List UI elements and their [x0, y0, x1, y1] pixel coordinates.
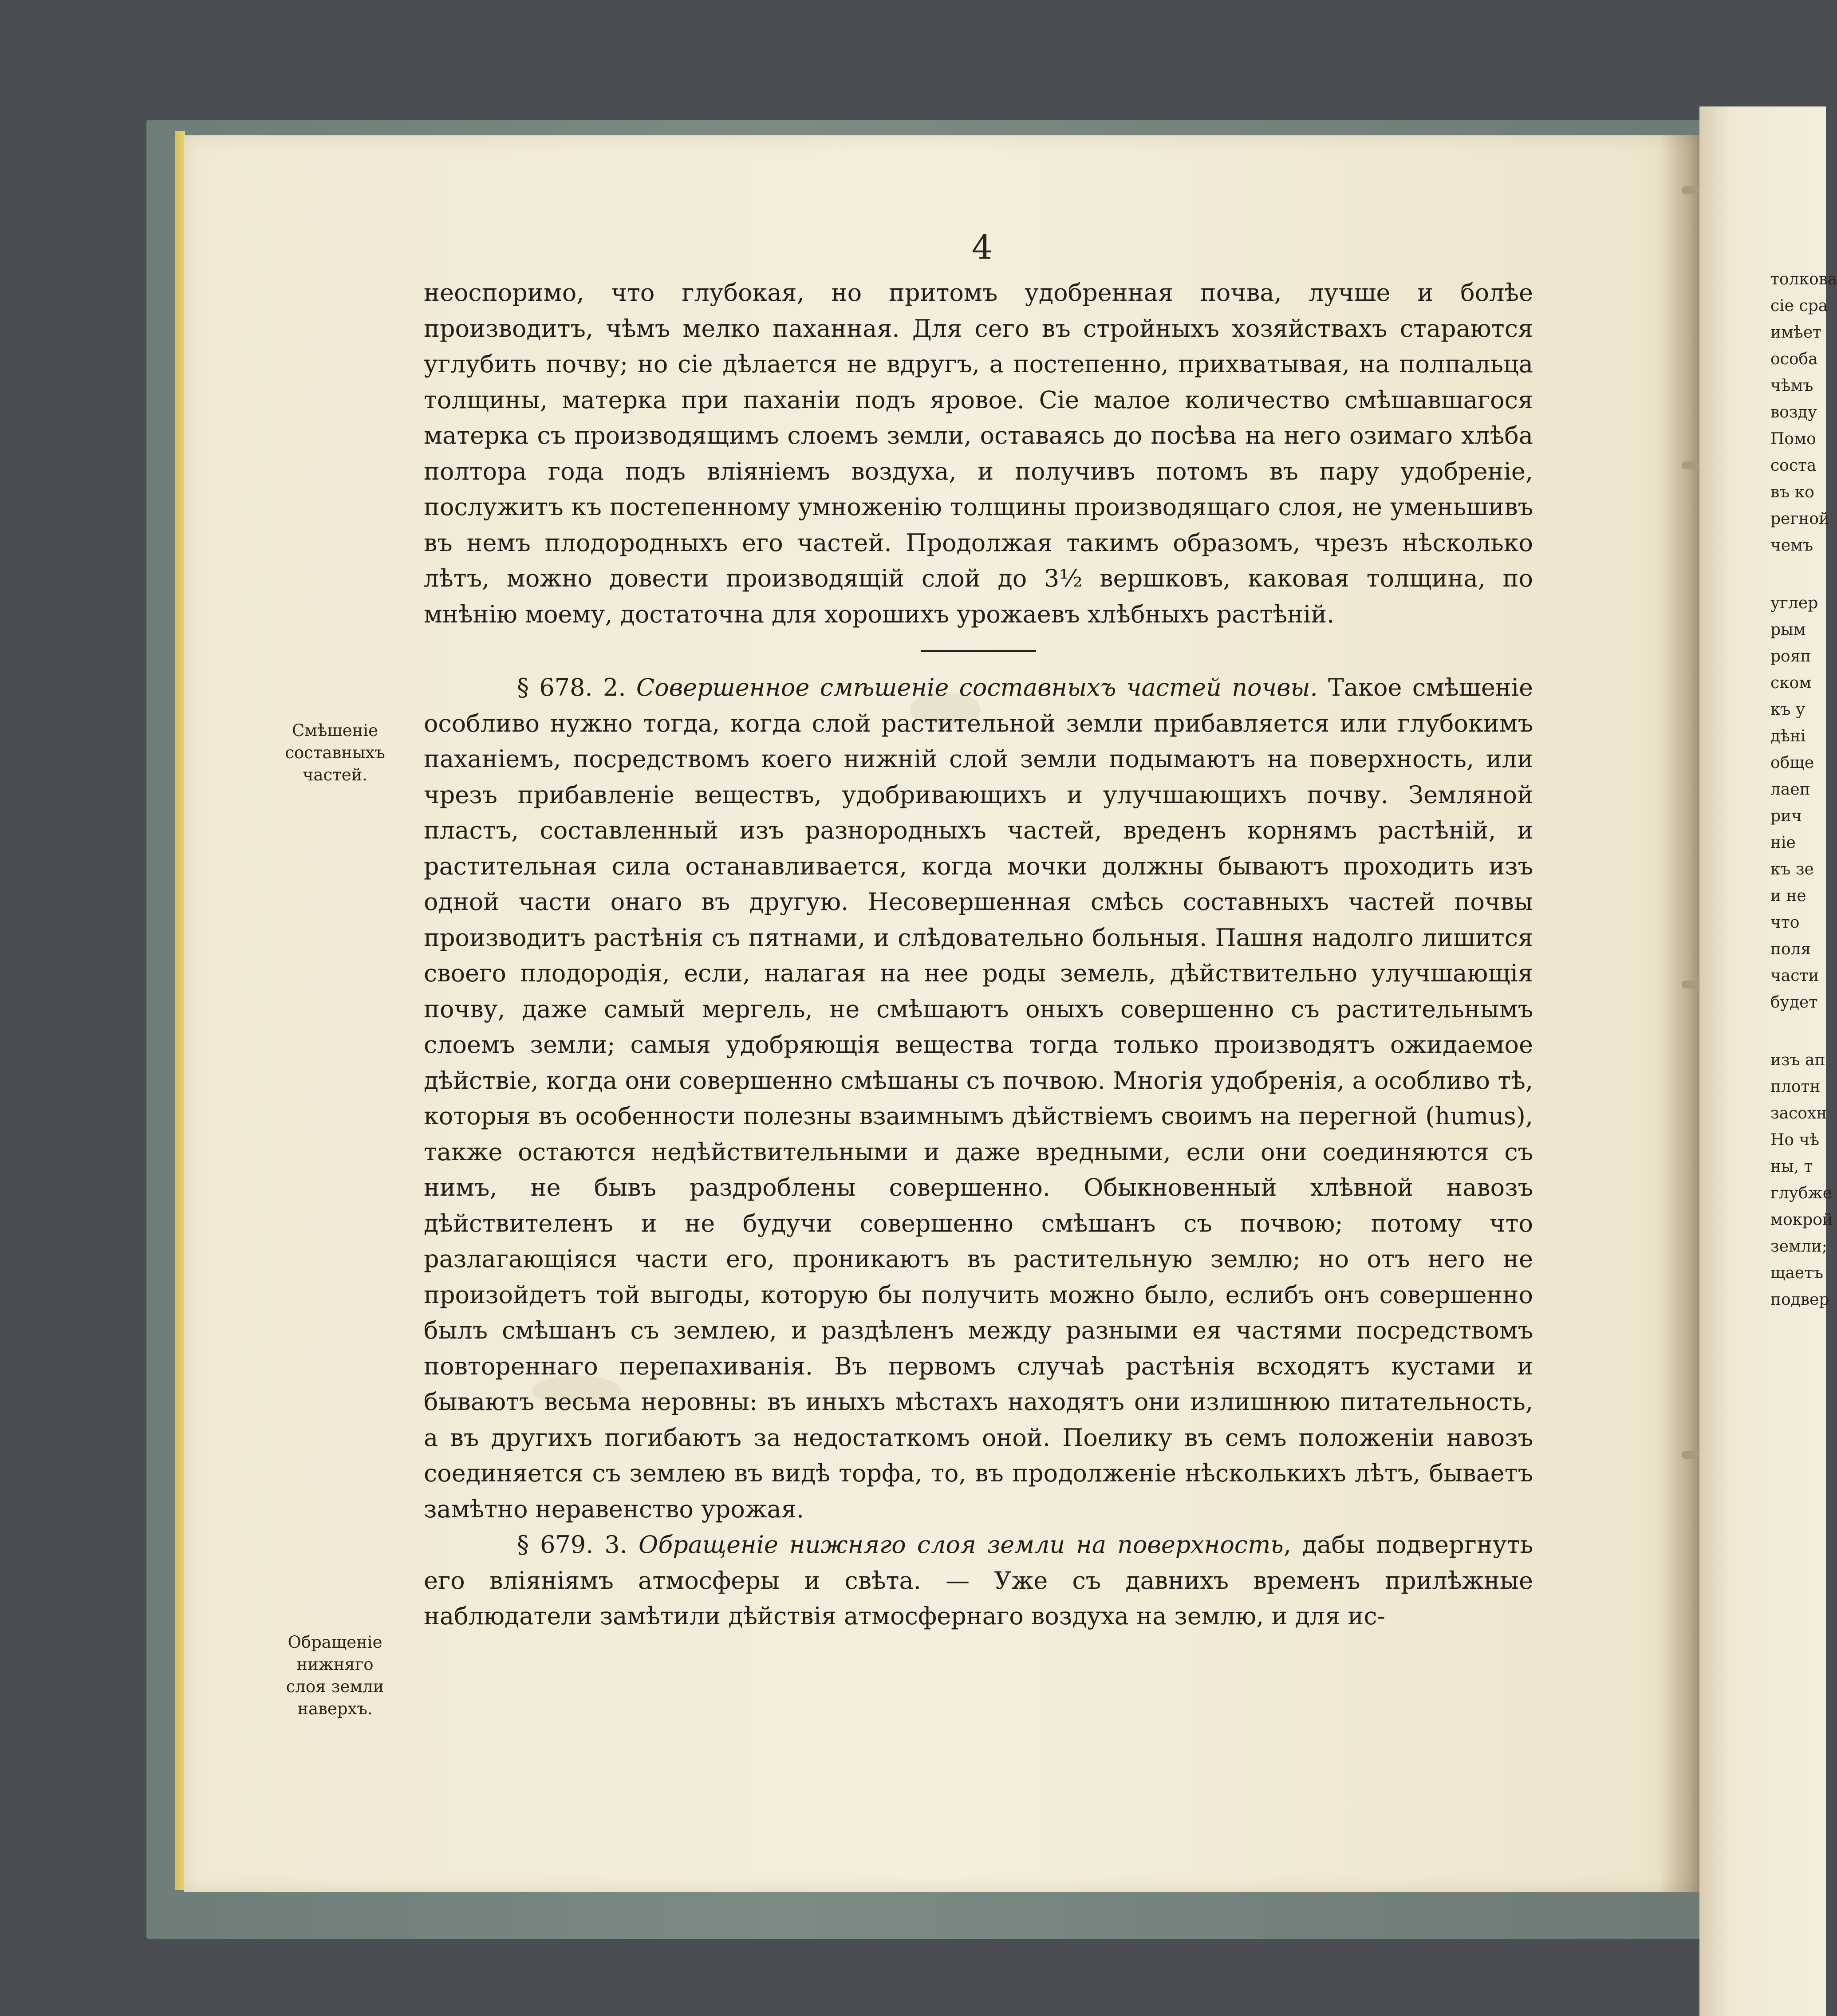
margin-note-line: слоя земли [286, 1677, 384, 1696]
section-678-text: Такое смѣшеніе особливо нужно тогда, когда слой растительной земли прибавляется или глубокимъ паханіемъ, посредствомъ коего нижній слой земли подымаютъ на поверхность, или чрезъ прибавленіе веществъ, удобривающихъ и улучшающихъ почву. Земляной пластъ, составленный изъ разнородныхъ частей, вреденъ корнямъ растѣній, и растительная сила останавливается, когда мочки должны бываютъ проходить изъ одной части онаго въ другую. Несовершенная смѣсь составныхъ частей почвы производитъ растѣнія съ пятнами, и слѣдовательно больныя. Пашня надолго лишится своего плодородія, если, налагая на нее роды земель, дѣйствительно улучшающія почву, даже самый мергель, не смѣшаютъ оныхъ совершенно съ растительнымъ слоемъ земли; самыя удобряющія вещества тогда только производятъ ожидаемое дѣйствіе, когда они совершенно смѣшаны съ почвою. Многія удобренія, а особливо тѣ, которыя въ особенности полезны взаимнымъ дѣйствіемъ своимъ на перегной (humus), также остаются недѣйствительными и даже вредными, если они соединяются съ нимъ, не бывъ раздроблены совершенно. Обыкновенный хлѣвной навозъ дѣйствителенъ и не будучи совершенно смѣшанъ съ почвою; потому что разлагающіяся части его, проникаютъ въ растительную землю; но отъ него не произойдетъ той выгоды, которую бы получить можно было, еслибъ онъ совершенно былъ смѣшанъ съ землею, и раздѣленъ между разными ея частями посредствомъ повтореннаго перепахиванія. Въ первомъ случаѣ растѣнія всходятъ кустами и бываютъ весьма неровны: въ иныхъ мѣстахъ находятъ они излишнюю питательность, а въ другихъ погибаютъ за недостаткомъ оной. Поелику въ семъ положеніи навозъ соединяется съ землею въ видѣ торфа, то, въ продолженіе нѣсколькихъ лѣтъ, бываетъ замѣтно неравенство урожая. [424, 673, 1533, 1523]
right-page-text-fragments [1770, 266, 1837, 1313]
section-678-title: Совершенное смѣшеніе составныхъ частей почвы. [636, 673, 1318, 701]
binding-stitch [1682, 186, 1699, 194]
right-page-line: части [1770, 967, 1819, 985]
right-page-line: что [1770, 914, 1800, 932]
section-678-paragraph [424, 670, 1533, 1527]
right-page-line: лаеп [1770, 780, 1810, 799]
page-edge-strip [175, 131, 185, 1890]
right-page-line: глубже [1770, 1184, 1833, 1202]
right-page-line: поля [1770, 940, 1811, 958]
right-page-line: плотн [1770, 1078, 1821, 1096]
right-page-line: рым [1770, 621, 1806, 639]
right-page-line: засохн [1770, 1104, 1827, 1122]
right-page-line: толкова [1770, 270, 1837, 288]
section-679-text: , дабы подвергнуть его вліяніямъ атмосферы и свѣта. — Уже съ давнихъ временъ прилѣжные наблюдатели замѣтили дѣйствія атмосфернаго воздуха на землю, и для ис- [424, 1531, 1533, 1630]
right-page-line: земли; [1770, 1237, 1827, 1256]
right-page-line: изъ ап [1770, 1051, 1825, 1069]
margin-note-mixing [280, 720, 390, 786]
margin-note-line: частей. [302, 765, 368, 784]
right-page-line: Но чѣ [1770, 1131, 1820, 1149]
right-page-line: соста [1770, 457, 1817, 475]
right-page-line: обще [1770, 754, 1814, 772]
right-page-line: къ зе [1770, 860, 1814, 878]
margin-note-line: составныхъ [285, 743, 385, 762]
section-678-number: § 678. [517, 673, 593, 701]
right-page-line: рояп [1770, 647, 1811, 665]
section-679-paragraph [424, 1527, 1533, 1634]
right-page-line: чѣмъ [1770, 377, 1813, 395]
right-page-line: чемъ [1770, 536, 1813, 555]
margin-note-line: Обращеніе [288, 1633, 382, 1652]
right-page-line: щаетъ [1770, 1264, 1824, 1282]
page-number: 4 [972, 228, 993, 267]
margin-note-turning [280, 1631, 390, 1720]
section-679-number: § 679. [517, 1531, 594, 1559]
right-page-gap [1770, 1016, 1833, 1047]
right-page-line: дѣні [1770, 727, 1806, 745]
right-page-line: рич [1770, 807, 1802, 825]
intro-paragraph: неоспоримо, что глубокая, но притомъ удобренная почва, лучше и болѣе производитъ, чѣмъ мелко паханная. Для сего въ стройныхъ хозяйствахъ стараются углубить почву; но сіе дѣлается не вдругъ, а постепенно, прихватывая, на полпальца толщины, матерка при паханіи подъ яровое. Сіе малое количество смѣшавшагося матерка съ производящимъ слоемъ земли, оставаясь до посѣва на него озимаго хлѣба полтора года подъ вліяніемъ воздуха, и получивъ потомъ въ пару удобреніе, послужитъ къ постепенному умноженію толщины производящаго слоя, не уменьшивъ въ немъ плодородныхъ его частей. Продолжая такимъ образомъ, чрезъ нѣсколько лѣтъ, можно довести производящій слой до 3½ вершковъ, каковая толщина, по мнѣнію моему, достаточна для хорошихъ урожаевъ хлѣбныхъ растѣній. [424, 279, 1533, 628]
right-page-line: въ ко [1770, 483, 1814, 501]
section-679-title: Обращеніе нижняго слоя земли на поверхность [639, 1531, 1284, 1559]
right-page-line: возду [1770, 403, 1817, 421]
body-text [424, 275, 1533, 1634]
right-page-line: имѣет [1770, 323, 1821, 342]
section-679-item: 3. [604, 1531, 627, 1559]
right-page-line: особа [1770, 350, 1818, 368]
right-page-line: ніе [1770, 834, 1796, 852]
right-page-line: сіе сра [1770, 297, 1828, 315]
right-page-line: мокрой [1770, 1211, 1833, 1229]
binding-stitch [1682, 461, 1699, 469]
right-page-line: будет [1770, 993, 1818, 1012]
right-page-line: ны, т [1770, 1158, 1813, 1176]
right-page-gap [1770, 559, 1833, 590]
section-separator [921, 650, 1036, 652]
right-page-line: и не [1770, 887, 1806, 905]
right-page-line: подвер [1770, 1291, 1829, 1309]
right-page-line: углер [1770, 594, 1818, 612]
right-page-line: регной [1770, 510, 1829, 528]
right-page-line: къ у [1770, 701, 1805, 719]
margin-note-line: нижняго [296, 1655, 374, 1674]
binding-stitch [1682, 980, 1699, 988]
margin-note-line: наверхъ. [297, 1699, 373, 1718]
margin-note-line: Смѣшеніе [292, 721, 378, 740]
section-678-item: 2. [603, 673, 626, 701]
right-page-line: ском [1770, 674, 1812, 692]
binding-stitch [1682, 1451, 1699, 1459]
right-page-line: Помо [1770, 430, 1816, 448]
